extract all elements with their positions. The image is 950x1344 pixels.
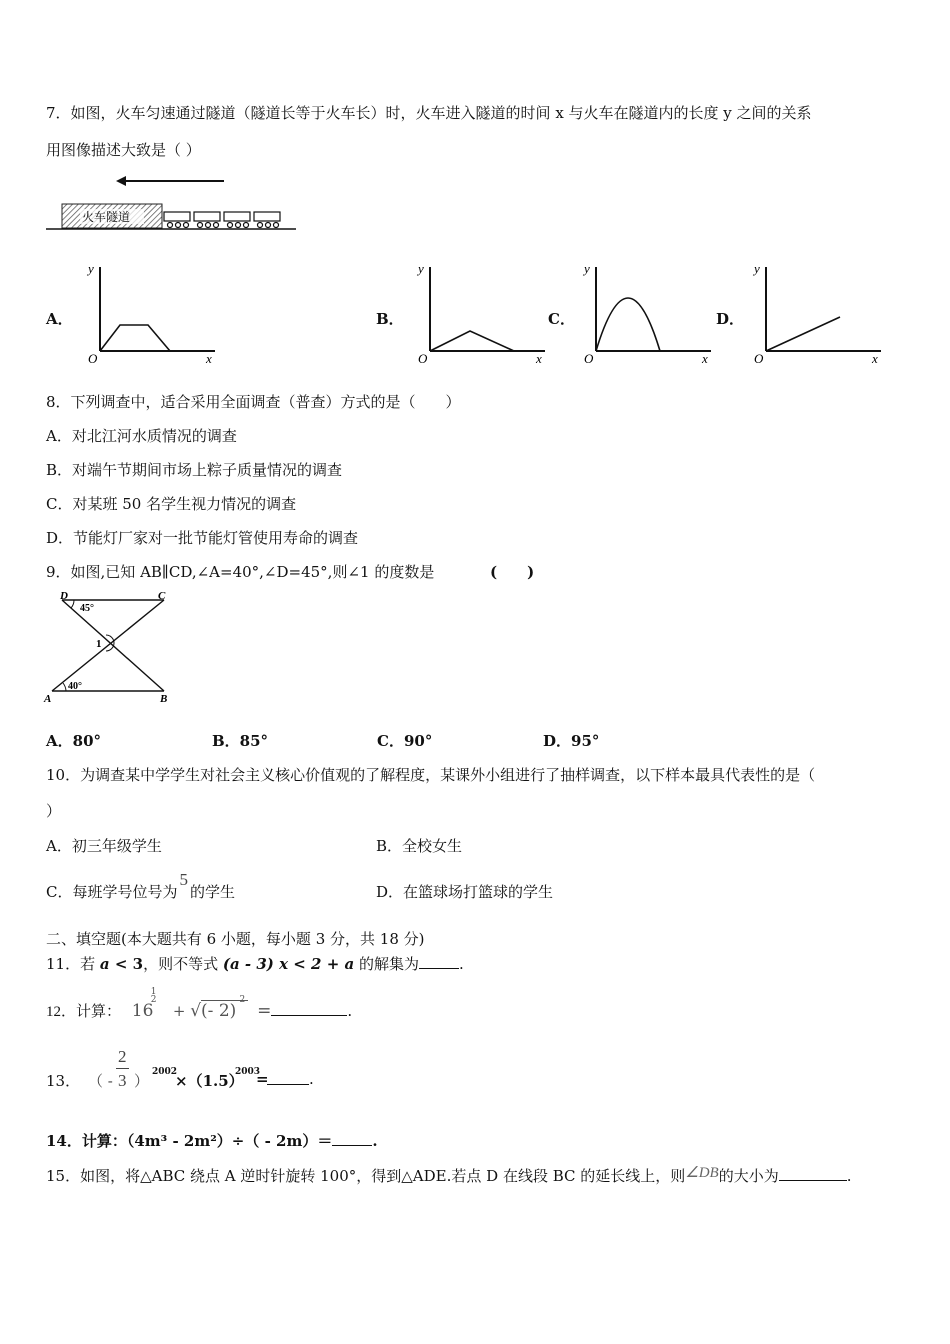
q7-stem-line1: 7．如图，火车匀速通过隧道（隧道长等于火车长）时，火车进入隧道的时间 x 与火车在隧道内的长度 y 之间的关系 — [46, 104, 812, 122]
q10-option-a[interactable]: A．初三年级学生 — [46, 837, 162, 855]
q9-option-d[interactable]: D．95° — [543, 732, 600, 750]
q10-option-c[interactable]: C．每班学号位号为5的学生 — [46, 870, 235, 901]
svg-text:y: y — [418, 261, 424, 276]
q10-option-b[interactable]: B．全校女生 — [376, 837, 463, 855]
section-fill-in-header: 二、填空题(本大题共有 6 小题，每小题 3 分，共 18 分) — [46, 930, 425, 948]
q7-option-b[interactable]: B． — [376, 310, 404, 328]
q8-option-b[interactable]: B．对端午节期间市场上粽子质量情况的调查 — [46, 461, 343, 479]
sqrt-icon: √ — [190, 1001, 202, 1021]
q10-option-d[interactable]: D．在篮球场打篮球的学生 — [376, 883, 554, 901]
graph-b — [410, 255, 555, 370]
q15: 15．如图，将△ABC 绕点 A 逆时针旋转 100°，得到△ADE.若点 D 在线段 BC 的延长线上，则∠DB的大小为 . — [46, 1165, 852, 1185]
q8-option-c[interactable]: C．对某班 50 名学生视力情况的调查 — [46, 495, 297, 513]
svg-text:40°: 40° — [68, 681, 82, 692]
svg-text:B: B — [160, 693, 168, 705]
svg-text:y: y — [88, 261, 94, 276]
svg-text:y: y — [754, 261, 760, 276]
graph-d — [746, 255, 891, 370]
q9-option-a[interactable]: A．80° — [46, 732, 102, 750]
svg-text:45°: 45° — [80, 603, 94, 614]
svg-text:y: y — [584, 261, 590, 276]
q9-option-c[interactable]: C．90° — [377, 732, 433, 750]
q12: 12．计算： 16 1 2 + √(- 2) 2 = . — [46, 987, 353, 1021]
q9-stem: 9．如图,已知 AB∥CD,∠A=40°,∠D=45°,则∠1 的度数是 — [46, 563, 435, 581]
q11: 11．若 a < 3，则不等式 (a - 3) x < 2 + a 的解集为 . — [46, 955, 464, 973]
svg-text:O: O — [88, 351, 98, 366]
train — [164, 212, 280, 228]
q8-stem: 8．下列调查中，适合采用全面调查（普查）方式的是（ ） — [46, 393, 461, 411]
svg-text:1: 1 — [96, 638, 102, 650]
svg-text:A: A — [44, 693, 52, 705]
q7-option-a[interactable]: A． — [46, 310, 73, 328]
graph-c — [576, 255, 721, 370]
q9-paren: ( ) — [490, 563, 535, 581]
arrow-left-icon — [116, 176, 126, 186]
answer-blank[interactable] — [271, 1001, 347, 1016]
q12-power: 16 1 2 — [131, 987, 157, 1021]
graph-a — [80, 255, 225, 370]
svg-text:x: x — [702, 351, 708, 366]
q7-option-c[interactable]: C． — [548, 310, 575, 328]
q7-option-d[interactable]: D． — [716, 310, 745, 328]
q10-stem-line1: 10．为调查某中学学生对社会主义核心价值观的了解程度，某课外小组进行了抽样调查，以下样本最具代表性的是（ — [46, 766, 816, 784]
svg-text:x: x — [872, 351, 878, 366]
q9-figure — [40, 588, 180, 706]
answer-blank[interactable] — [332, 1131, 372, 1146]
answer-blank[interactable] — [419, 954, 459, 969]
svg-text:C: C — [158, 590, 166, 602]
q8-option-d[interactable]: D．节能灯厂家对一批节能灯管使用寿命的调查 — [46, 529, 359, 547]
svg-text:D: D — [60, 590, 68, 602]
answer-blank[interactable] — [779, 1166, 847, 1181]
svg-text:O: O — [418, 351, 428, 366]
fraction-2-3: 2 3 — [118, 1047, 127, 1090]
svg-text:O: O — [754, 351, 764, 366]
q8-option-a[interactable]: A．对北江河水质情况的调查 — [46, 427, 237, 445]
q7-stem-line2: 用图像描述大致是（ ） — [46, 141, 201, 159]
q12-radicand: (- 2) 2 — [201, 1000, 248, 1021]
svg-text:x: x — [206, 351, 212, 366]
tunnel-figure — [44, 170, 304, 240]
answer-blank[interactable] — [267, 1070, 309, 1085]
q10-stem-line2: ） — [46, 802, 62, 820]
svg-text:x: x — [536, 351, 542, 366]
q14: 14．计算：（4m³ - 2m²）÷（ - 2m）＝ . — [46, 1132, 378, 1150]
svg-text:O: O — [584, 351, 594, 366]
tunnel-label: 火车隧道 — [82, 210, 131, 224]
q9-option-b[interactable]: B．85° — [212, 732, 269, 750]
